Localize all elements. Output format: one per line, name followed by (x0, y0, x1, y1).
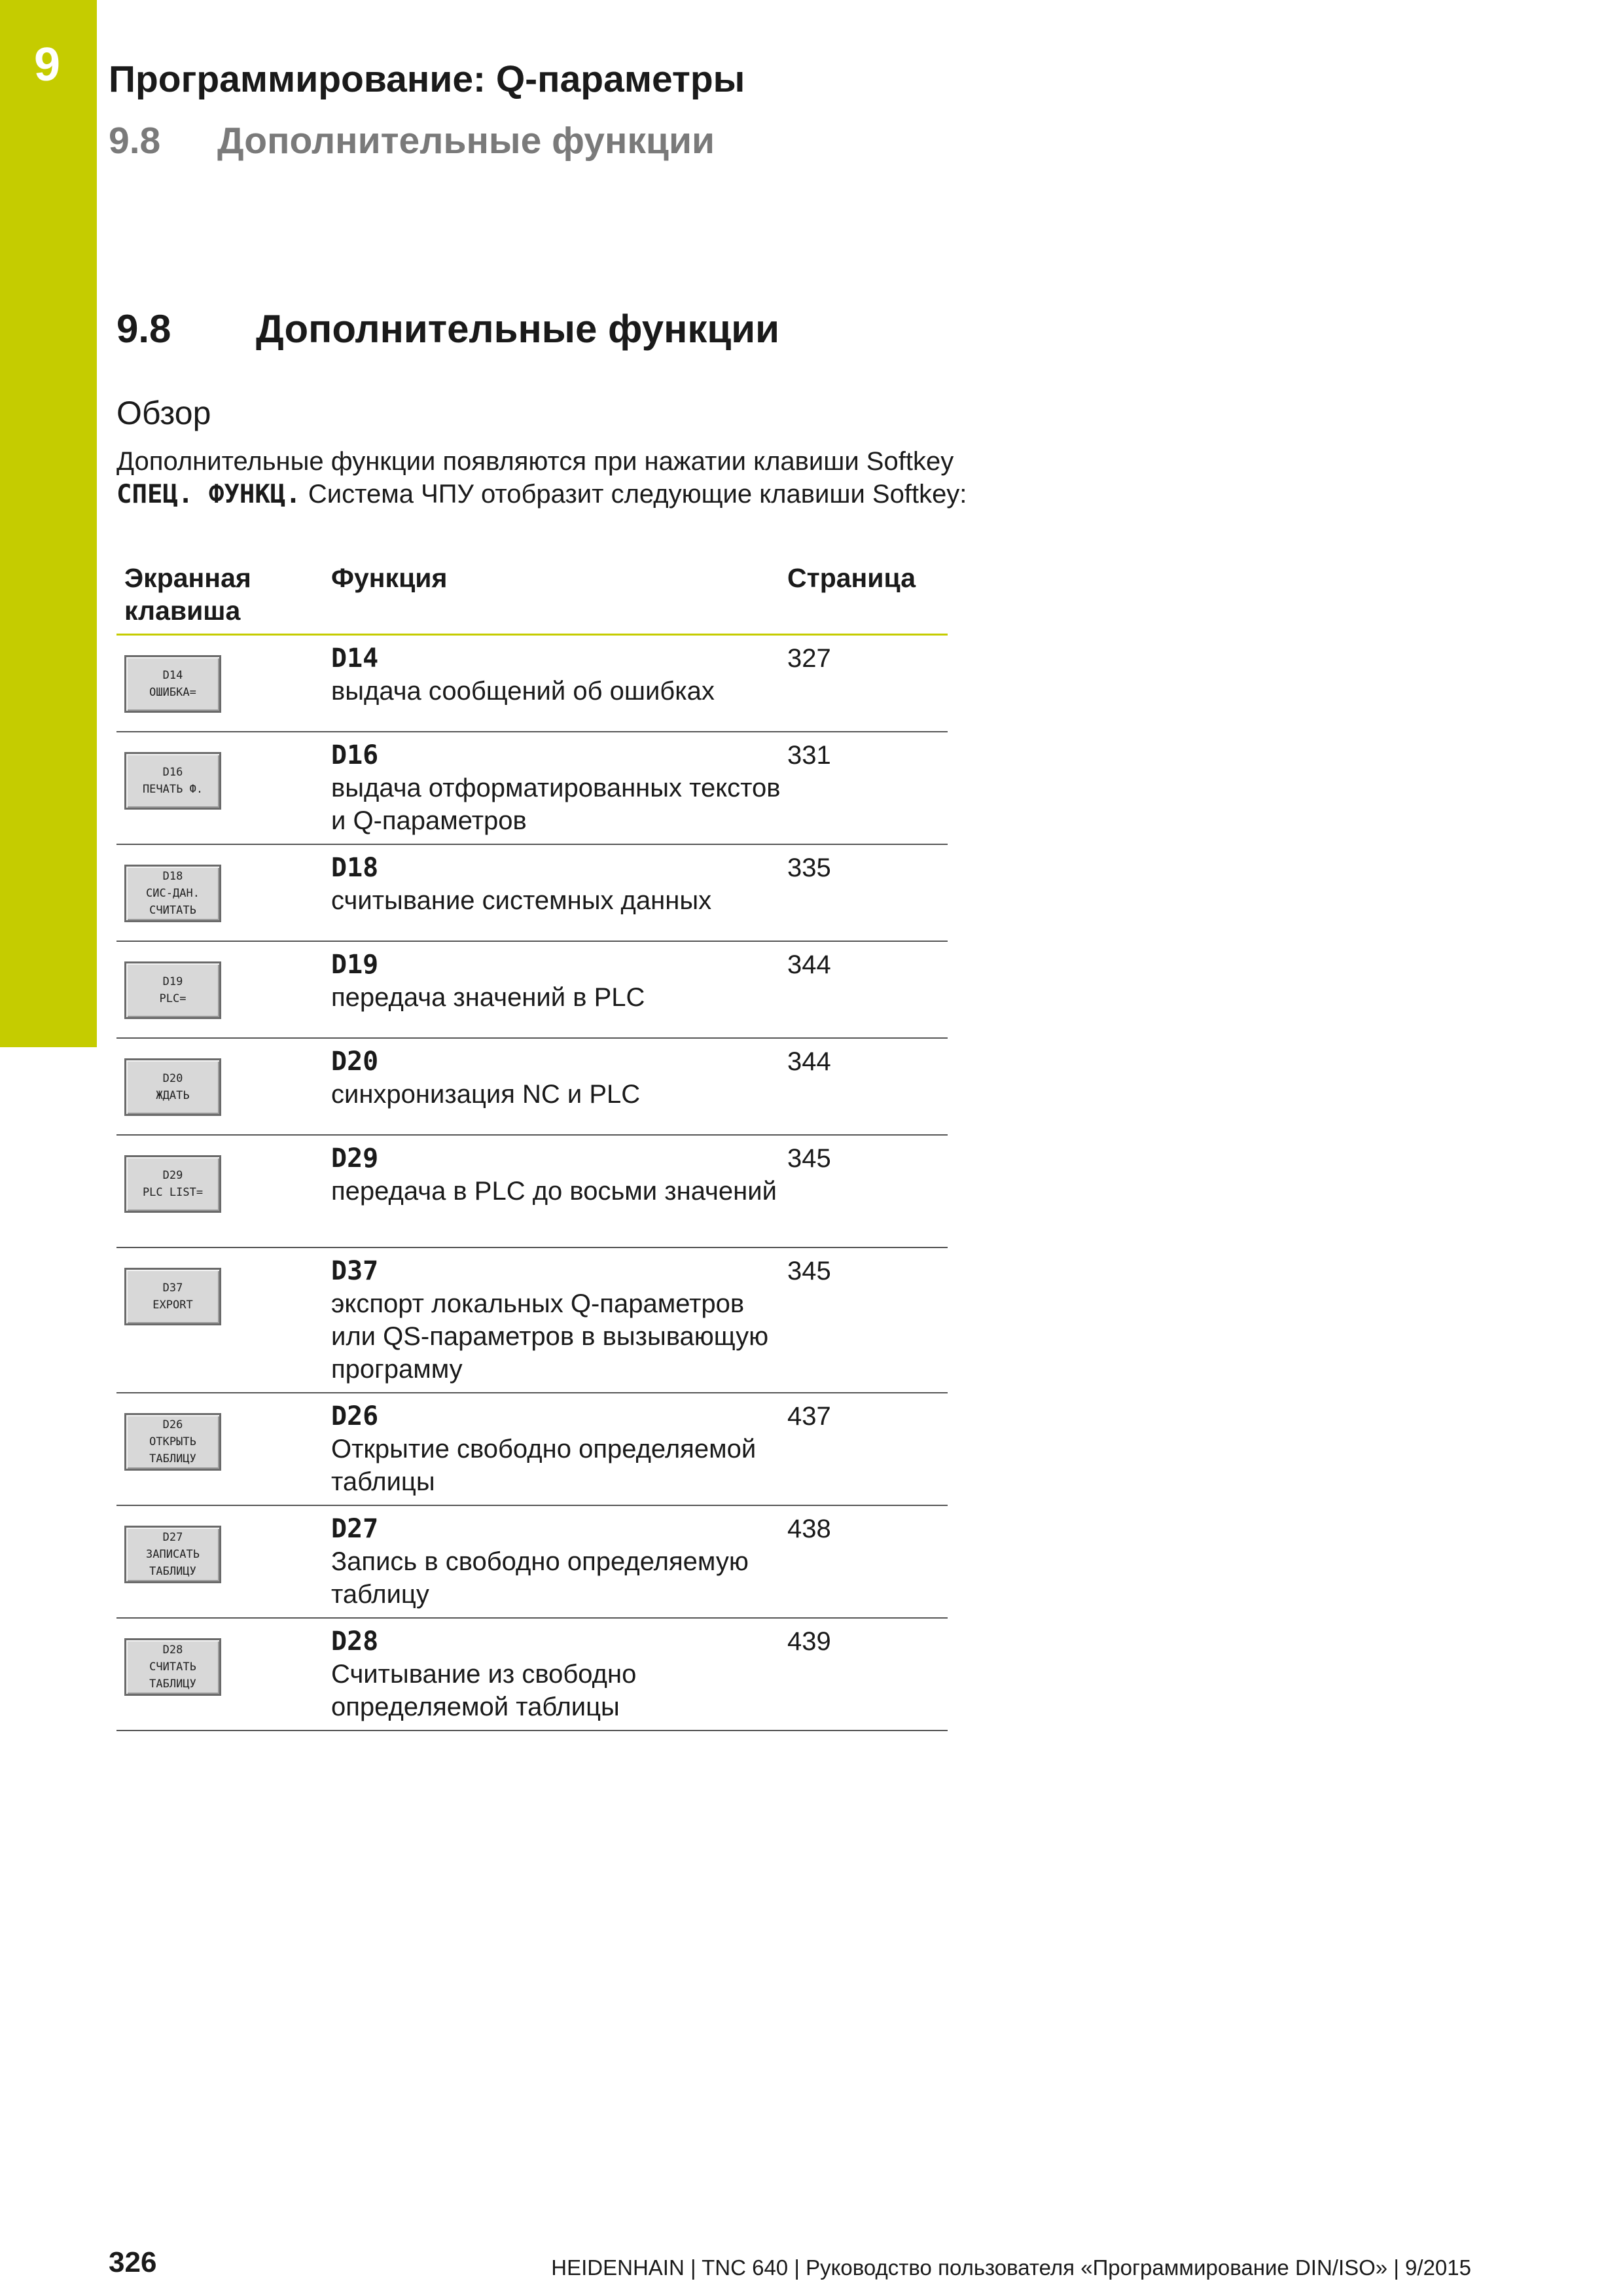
function-description: Открытие свободно определяемой таблицы (331, 1435, 757, 1496)
function-code: D26 (331, 1401, 379, 1431)
page-reference: 345 (787, 1257, 831, 1285)
intro-paragraph (116, 445, 967, 511)
page-reference: 344 (787, 1047, 831, 1076)
softkey-label-line: ТАБЛИЦУ (149, 1677, 196, 1691)
function-code: D20 (331, 1047, 379, 1077)
function-cell (331, 1255, 783, 1386)
function-code: D29 (331, 1143, 379, 1174)
page-reference: 437 (787, 1402, 831, 1431)
page-reference: 439 (787, 1627, 831, 1656)
page-reference: 344 (787, 950, 831, 979)
page-reference: 331 (787, 741, 831, 770)
function-code: D19 (331, 950, 379, 980)
softkey-label-line: D20 (162, 1072, 183, 1085)
chapter-section-heading (109, 119, 715, 162)
softkey-button[interactable] (124, 961, 221, 1019)
function-description: считывание системных данных (331, 886, 712, 915)
function-cell (331, 1400, 783, 1498)
chapter-section-title: Дополнительные функции (217, 120, 715, 162)
softkey-label-line: EXPORT (152, 1299, 193, 1312)
intro-text-before: Дополнительные функции появляются при нажатии клавиши Softkey (116, 447, 954, 476)
softkey-label-line: D26 (162, 1418, 183, 1431)
section-title (116, 306, 779, 351)
softkey-label-line: D16 (162, 766, 183, 779)
softkey-button[interactable] (124, 1058, 221, 1116)
table-row (116, 1136, 948, 1248)
function-code: D27 (331, 1514, 379, 1544)
softkey-label-line: ТАБЛИЦУ (149, 1452, 196, 1465)
softkey-label-line: PLC= (159, 992, 187, 1005)
footer-text: HEIDENHAIN | TNC 640 | Руководство пользователя «Программирование DIN/ISO» | 9/2015 (551, 2255, 1471, 2280)
intro-softkey-name: СПЕЦ. ФУНКЦ. (116, 480, 301, 509)
softkey-label-line: D27 (162, 1531, 183, 1544)
softkey-label-line: D29 (162, 1169, 183, 1182)
table-header (116, 556, 948, 636)
functions-table (116, 556, 948, 1731)
function-code: D16 (331, 740, 379, 770)
function-code: D37 (331, 1256, 379, 1286)
function-description: Запись в свободно определяемую таблицу (331, 1547, 749, 1609)
function-cell (331, 1625, 783, 1723)
page-reference: 345 (787, 1144, 831, 1173)
table-row (116, 1619, 948, 1731)
table-row (116, 845, 948, 942)
chapter-section-number: 9.8 (109, 120, 161, 162)
softkey-label-line: D19 (162, 975, 183, 988)
chapter-number: 9 (34, 39, 61, 91)
table-row (116, 1248, 948, 1393)
table-row (116, 1039, 948, 1136)
softkey-label-line: D14 (162, 669, 183, 682)
function-description: передача в PLC до восьми значений (331, 1177, 777, 1206)
function-description: синхронизация NC и PLC (331, 1080, 641, 1109)
function-cell (331, 1142, 783, 1208)
softkey-button[interactable] (124, 1268, 221, 1325)
softkey-button[interactable] (124, 1526, 221, 1583)
function-description: передача значений в PLC (331, 983, 645, 1012)
chapter-side-bar (0, 0, 97, 1047)
softkey-label-line: СЧИТАТЬ (149, 1660, 196, 1674)
function-cell (331, 642, 783, 708)
table-row (116, 732, 948, 845)
function-code: D14 (331, 643, 379, 673)
function-code: D28 (331, 1626, 379, 1657)
function-description: выдача отформатированных текстов и Q-параметров (331, 774, 781, 835)
softkey-label-line: D37 (162, 1282, 183, 1295)
section-number: 9.8 (116, 307, 171, 351)
table-body (116, 636, 948, 1731)
softkey-button[interactable] (124, 1155, 221, 1213)
softkey-label-line: PLC LIST= (142, 1186, 204, 1199)
table-row (116, 1393, 948, 1506)
table-row (116, 636, 948, 732)
function-description: Считывание из свободно определяемой таблицы (331, 1660, 637, 1721)
header-page: Страница (787, 563, 916, 593)
subsection-title: Обзор (116, 395, 211, 431)
softkey-button[interactable] (124, 865, 221, 922)
table-row (116, 1506, 948, 1619)
page-reference: 438 (787, 1515, 831, 1543)
function-cell (331, 852, 783, 917)
softkey-label-line: ОШИБКА= (149, 686, 196, 699)
softkey-button[interactable] (124, 655, 221, 713)
header-softkey: Экранная клавиша (124, 563, 251, 626)
softkey-label-line: D28 (162, 1643, 183, 1657)
header-function: Функция (331, 563, 448, 593)
softkey-label-line: D18 (162, 870, 183, 883)
table-row (116, 942, 948, 1039)
function-description: экспорт локальных Q-параметров или QS-параметров в вызывающую программу (331, 1289, 769, 1384)
page-reference: 327 (787, 644, 831, 673)
section-title-text: Дополнительные функции (256, 307, 780, 351)
softkey-label-line: СИС-ДАН. (146, 887, 200, 900)
function-cell (331, 739, 783, 837)
softkey-button[interactable] (124, 1638, 221, 1696)
chapter-title: Программирование: Q-параметры (109, 58, 745, 100)
function-cell (331, 1045, 783, 1111)
softkey-label-line: ПЕЧАТЬ Ф. (142, 783, 204, 796)
softkey-button[interactable] (124, 1413, 221, 1471)
page-reference: 335 (787, 853, 831, 882)
intro-text-after: Система ЧПУ отобразит следующие клавиши Softkey: (300, 480, 967, 509)
function-code: D18 (331, 853, 379, 883)
function-description: выдача сообщений об ошибках (331, 677, 715, 706)
softkey-label-line: ЗАПИСАТЬ (146, 1548, 200, 1561)
softkey-button[interactable] (124, 752, 221, 810)
softkey-label-line: СЧИТАТЬ (149, 904, 196, 917)
softkey-label-line: ОТКРЫТЬ (149, 1435, 196, 1448)
softkey-label-line: ЖДАТЬ (156, 1089, 190, 1102)
softkey-label-line: ТАБЛИЦУ (149, 1565, 196, 1578)
function-cell (331, 948, 783, 1014)
function-cell (331, 1513, 783, 1611)
page-number: 326 (109, 2246, 157, 2278)
